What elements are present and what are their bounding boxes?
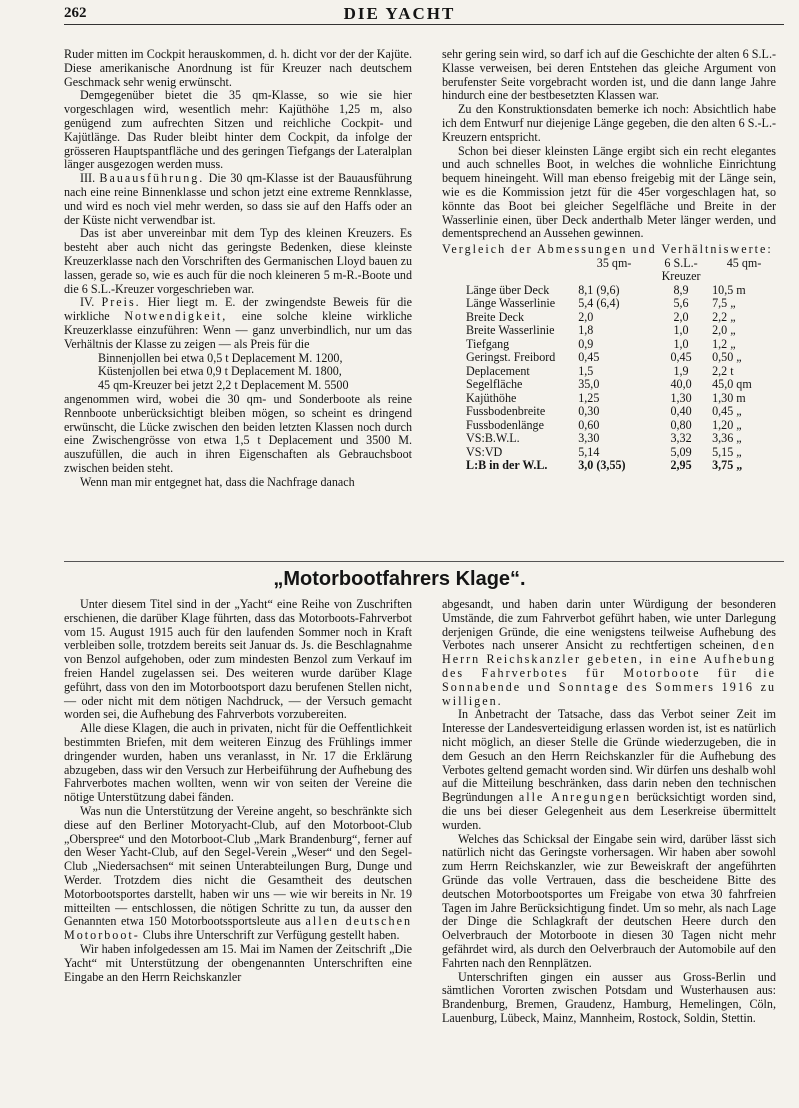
table-cell: 2,0 „ — [712, 323, 736, 338]
table-row — [442, 378, 776, 392]
table-cell: 5,6 — [673, 296, 689, 311]
paragraph: Welches das Schicksal der Eingabe sein wird, darüber lässt sich natürlich nicht das Geringste vorhersagen. Wir haben aber sowohl zum Herrn Reichskanzler, wie zur Beweiskraft der angeführten Gründe das volle Vertrauen, dass die bescheidene Bitte des deutschen Motorbootsportes um Freigabe von etwa 30 fahrfreien Tagen im Jahre Berücksichtigung findet. Um so mehr, als nach Lage der Dinge die Schlagkraft der deutschen Heere durch den Oelverbrauch der Motorboote in diesen 30 Tagen nicht mehr gefährdet wird, als durch den Oelverbrauch der Automobile auf den Fahrten nach den Rennplätzen. — [442, 831, 776, 970]
table-cell: 0,80 — [670, 417, 692, 432]
table-cell: 40,0 — [670, 377, 692, 392]
table-row — [442, 338, 776, 352]
paragraph: Schon bei dieser kleinsten Länge ergibt sich ein recht elegantes und auch schnelles Boot, in welches die wohnliche Einrichtung bequem hineingeht. Will man ebenso freigebig mit der Länge sein, wie es die Kommission jetzt für die 45er vorgeschlagen hat, so könnte das Boot bei gleicher Segelfläche und Breite in der Wasserlinie einen, über Deck anderthalb Meter länger werden, und dementsprechend an Aussehen gewinnen. — [442, 143, 776, 241]
table-cell: 1,0 — [673, 336, 689, 351]
table-cell: 0,40 — [670, 404, 692, 419]
emphasis: Notwendigkeit, — [124, 309, 228, 324]
table-row — [442, 459, 776, 473]
table-row — [442, 365, 776, 379]
table-cell: 1,30 m — [712, 390, 746, 405]
table-cell: 10,5 m — [712, 282, 746, 297]
emphasis: allen deutschen Motorboot- — [64, 914, 412, 943]
table-cell: 0,60 — [578, 417, 600, 432]
table-cell: 0,45 — [670, 350, 692, 365]
article-divider — [64, 561, 784, 562]
table-cell: Fussbodenlänge — [466, 417, 544, 432]
table-cell: 2,0 — [578, 309, 594, 324]
section-number: IV. — [80, 295, 95, 310]
comparison-table — [442, 257, 776, 473]
paragraph — [64, 805, 412, 943]
paragraph: angenommen wird, wobei die 30 qm- und Sonderboote als reine Rennboote unberücksichtigt bleiben mögen, so scheint es dringend erwünscht, die Lücke zwischen den beiden letzten Klassen noch durch eine Zwischengrösse von etwa 1,5 t Deplacement und 3500 M. auszufüllen, die auch in ihren Eigenschaften als Gebrauchsboot zwischen beiden steht. — [64, 391, 412, 475]
table-header-row — [442, 257, 776, 284]
lower-left-column — [64, 598, 412, 984]
table-row — [442, 284, 776, 298]
table-row — [442, 432, 776, 446]
paragraph — [442, 598, 776, 708]
table-cell: 2,95 — [670, 458, 692, 473]
table-cell: 1,9 — [673, 363, 689, 378]
table-cell: 1,25 — [578, 390, 600, 405]
table-cell: Kajüthöhe — [466, 390, 517, 405]
column-header: 6 S.L.-Kreuzer — [661, 255, 701, 284]
table-cell: 5,15 „ — [712, 444, 742, 459]
table-row — [442, 324, 776, 338]
table-cell: 0,50 „ — [712, 350, 742, 365]
table-cell: 3,32 — [670, 431, 692, 446]
table-cell: Tiefgang — [466, 336, 510, 351]
emphasis: alle Anregungen — [518, 790, 632, 805]
paragraph-text: abgesandt, und haben darin unter Würdigung der besonderen Umstände, die zum Fahrverbot geführt haben, wie unter Darlegung derjenigen Gründe, die eine wenigstens teilweise Aufhebung des Verbotes nach unserer Ansicht zu rechtfertigen scheinen, — [442, 597, 776, 653]
page-number: 262 — [64, 5, 87, 21]
upper-right-column — [442, 48, 776, 473]
paragraph: Unterschriften gingen ein ausser aus Gross-Berlin und sämtlichen Vororten zwischen Potsdam und Wusterhausen aus: Brandenburg, Bremen, Graudenz, Hamburg, Hemelingen, Cöln, Lauenburg, Lübeck, Mainz, Mannheim, Rostock, Soldin, Stettin. — [442, 969, 776, 1025]
table-cell: 8,1 (9,6) — [578, 282, 620, 297]
paragraph: Zu den Konstruktionsdaten bemerke ich noch: Absichtlich habe ich dem Entwurf nur diejenige Länge gegeben, die den alten 6 S.-L.-Kreuzern entspricht. — [442, 102, 776, 144]
table-cell: 3,0 (3,55) — [578, 458, 626, 473]
table-cell: 8,9 — [673, 282, 689, 297]
table-cell: 1,20 „ — [712, 417, 742, 432]
paragraph-preis — [64, 296, 412, 351]
table-cell: 0,30 — [578, 404, 600, 419]
column-header: 45 qm- — [726, 255, 762, 270]
table-cell: 5,14 — [578, 444, 600, 459]
table-cell: 0,9 — [578, 336, 594, 351]
table-cell: Geringst. Freibord — [466, 350, 556, 365]
paragraph: Unter diesem Titel sind in der „Yacht“ eine Reihe von Zuschriften erschienen, die darüber Klage führten, dass das Motorboots-Fahrverbot vom 15. August 1915 auch für den laufenden Sommer noch in Kraft verbleiben solle, trotzdem bereits seit Januar ds. Js. die Beschlagnahme von Benzol aufgehoben, oder zum mindesten Benzol zum Verkauf im freien Handel zugelassen sei. Des weiteren wurde darüber Klage geführt, dass von den im Motorbootsport dazu berufenen Stellen nicht, — oder nicht mit dem nötigen Nachdruck, — der Versuch gemacht worden sei, die Aufhebung des Fahrverbots vorzubereiten. — [64, 597, 412, 722]
table-row — [442, 446, 776, 460]
table-cell: 3,30 — [578, 431, 600, 446]
table-cell: 0,45 „ — [712, 404, 742, 419]
paragraph: Demgegenüber bietet die 35 qm-Klasse, so wie sie hier vorgeschlagen wird, wesentlich mehr: Kajüthöhe 1,25 m, also genügend zum aufrechten Sitzen und reichliche Cockpit- und Kajütlänge. Das Ruder bleibt hinter dem Cockpit, da infolge der grösseren Hauptspantfläche und des geringen Tiefgangs der Lateralplan länger ausgezogen werden muss. — [64, 88, 412, 172]
table-cell: 2,2 t — [712, 363, 734, 378]
paragraph-text: bei dieser Gelegenheit aus dem Leserkreise übermittelt wurden. — [442, 803, 776, 832]
table-row — [442, 405, 776, 419]
article-title: „Motorbootfahrers Klage“. — [273, 568, 526, 590]
price-line: Küstenjollen bei etwa 0,9 t Deplacement M. 1800, — [98, 364, 342, 379]
paragraph-text: Was nun die Unterstützung der Vereine angeht, so beschränkte sich diese auf den Berliner Motoryacht-Club, auf den Motorboot-Club „Oberspree“ und den Motorboot-Club „Mark Brandenburg“, ferner auf den Weser Yacht-Club, auf den Segel-Verein „Weser“ und den Segel-Club „Niedersachsen“ mit seinen Unterabteilungen Burg, Dunge und Werder. Trotzdem dies nicht die Gesamtheit des deutschen Motorbootsportes darstellt, haben wir uns — wie wir bereits in Nr. 19 mitteilten — entschlossen, die nötigen Schritte zu tun, da ausser den Genannten etwa 150 Motorbootssportsleute aus — [64, 803, 412, 929]
upper-left-column — [64, 48, 412, 490]
table-cell: Breite Deck — [466, 309, 525, 324]
table-cell: Länge Wasserlinie — [466, 296, 556, 311]
section-heading: Bauausführung. — [99, 171, 205, 186]
table-cell: 1,30 — [670, 390, 692, 405]
paragraph: Wir haben infolgedessen am 15. Mai im Namen der Zeitschrift „Die Yacht“ mit Unterstützung der obengenannten Unterschriften eine Eingabe an den Herrn Reichskanzler — [64, 941, 412, 984]
table-cell: 1,2 „ — [712, 336, 736, 351]
table-cell: Länge über Deck — [466, 282, 550, 297]
paragraph: sehr gering sein wird, so darf ich auf die Geschichte der alten 6 S.L.-Klasse verweisen, bei deren Entstehen das gleiche Argument von berufenster Seite vorgebracht worden ist, und die dann lange Jahre hindurch eine der bestbesetzten Klassen war. — [442, 47, 776, 103]
paragraph-text: Clubs ihre Unterschrift zur Verfügung gestellt haben. — [142, 928, 400, 943]
table-cell: Fussbodenbreite — [466, 404, 546, 419]
table-cell: VS:VD — [466, 444, 503, 459]
header-rule — [64, 24, 784, 25]
table-cell: 2,2 „ — [712, 309, 736, 324]
paragraph: Das ist aber unvereinbar mit dem Typ des kleinen Kreuzers. Es besteht aber auch nicht das geringste Bedenken, diese kleinste Kreuzerklasse nach den Vorschriften des Germanischen Lloyd bauen zu lassen, gerade so, wie es auch für die noch kleineren 5 m-R.-Boote und die 6 S.L.-Kreuzer vorgeschrieben war. — [64, 226, 412, 296]
paragraph-text: berücksichtigt worden sind, die uns — [442, 790, 777, 818]
table-cell: 35,0 — [578, 377, 600, 392]
paragraph — [442, 708, 776, 832]
journal-title: DIE YACHT — [343, 4, 456, 23]
paragraph: Wenn man mir entgegnet hat, dass die Nachfrage danach — [80, 474, 355, 489]
paragraph: Alle diese Klagen, die auch in privaten, nicht für die Oeffentlichkeit bestimmten Briefen, mit dem weiteren Einzug des Frühlings immer dringender wurden, haben uns veranlasst, in Nr. 17 die Erklärung abzugeben, dass wir den Versuch zur Herbeiführung der Aufhebung des Fahrverbotes machen wollten, wenn wir von seiten der Vereine die nötige Unterstützung dabei fänden. — [64, 721, 412, 805]
table-cell: VS:B.W.L. — [466, 431, 520, 446]
column-header: 35 qm- — [596, 255, 632, 270]
table-row — [442, 392, 776, 406]
paragraph-text: In Anbetracht der Tatsache, dass das Verbot seiner Zeit im Interesse der Landesverteidigung erlassen worden ist, ist es natürlich nicht möglich, an dieser Stelle die Gründe wiederzugeben, die in dem Gesuch an den Herrn Reichskanzler für die Aufhebung des Verbotes geltend gemacht worden sind. Wir dürfen uns deshalb wohl auf die Mitteilung beschränken, dass darin neben den technischen Begründungen — [442, 707, 776, 805]
paragraph-bauausfuehrung — [64, 172, 412, 227]
price-line: Binnenjollen bei etwa 0,5 t Deplacement M. 1200, — [98, 350, 343, 365]
table-cell: L:B in der W.L. — [466, 458, 548, 473]
table-row — [442, 297, 776, 311]
price-line: 45 qm-Kreuzer bei jetzt 2,2 t Deplacement M. 5500 — [98, 378, 349, 393]
table-title: Vergleich der Abmessungen und Verhältniswerte: — [442, 242, 773, 257]
table-cell: 1,8 — [578, 323, 594, 338]
section-text: eine solche kleine wirkliche Kreuzerklasse einzuführen: Wenn — ganz unverbindlich, nur um das Verhältnis der Klasse zu zeigen — als Preis für die — [64, 309, 412, 351]
section-number: III. — [80, 171, 96, 186]
section-text: Die 30 qm-Klasse ist der Bauausführung nach eine reine Binnenklasse und schon jetzt eine extreme Rennklasse, und wird es noch viel mehr werden, so dass sie auf den Haffs oder an der Küste nicht verwendbar ist. — [64, 171, 412, 227]
paragraph: Ruder mitten im Cockpit herauskommen, d. h. dicht vor der der Kajüte. Diese amerikanische Anordnung ist für Kreuzer nach deutschem Geschmack sehr wenig erwünscht. — [64, 47, 412, 89]
table-body — [442, 284, 776, 473]
table-cell: 45,0 qm — [712, 377, 752, 392]
table-cell: 5,09 — [670, 444, 692, 459]
table-cell: Deplacement — [466, 363, 530, 378]
emphasis: den Herrn Reichskanzler gebeten, in eine Aufhebung des Fahrverbotes für Motorboote für die Sonnabende und Sonntage des Sommers 1916 zu willigen. — [442, 638, 776, 708]
table-row — [442, 351, 776, 365]
table-cell: 1,0 — [673, 323, 689, 338]
table-cell: Segelfläche — [466, 377, 523, 392]
table-cell: 5,4 (6,4) — [578, 296, 620, 311]
lower-right-column — [442, 598, 776, 1026]
table-cell: 2,0 — [673, 309, 689, 324]
section-text: Hier liegt m. E. der zwingendste Beweis für die wirkliche — [64, 295, 412, 324]
table-cell: 7,5 „ — [712, 296, 736, 311]
table-cell: 3,36 „ — [712, 431, 742, 446]
table-cell: Breite Wasserlinie — [466, 323, 555, 338]
table-cell: 1,5 — [578, 363, 594, 378]
table-row — [442, 419, 776, 433]
table-row — [442, 311, 776, 325]
table-cell: 0,45 — [578, 350, 600, 365]
section-heading: Preis. — [101, 295, 141, 310]
table-cell: 3,75 „ — [712, 458, 743, 473]
